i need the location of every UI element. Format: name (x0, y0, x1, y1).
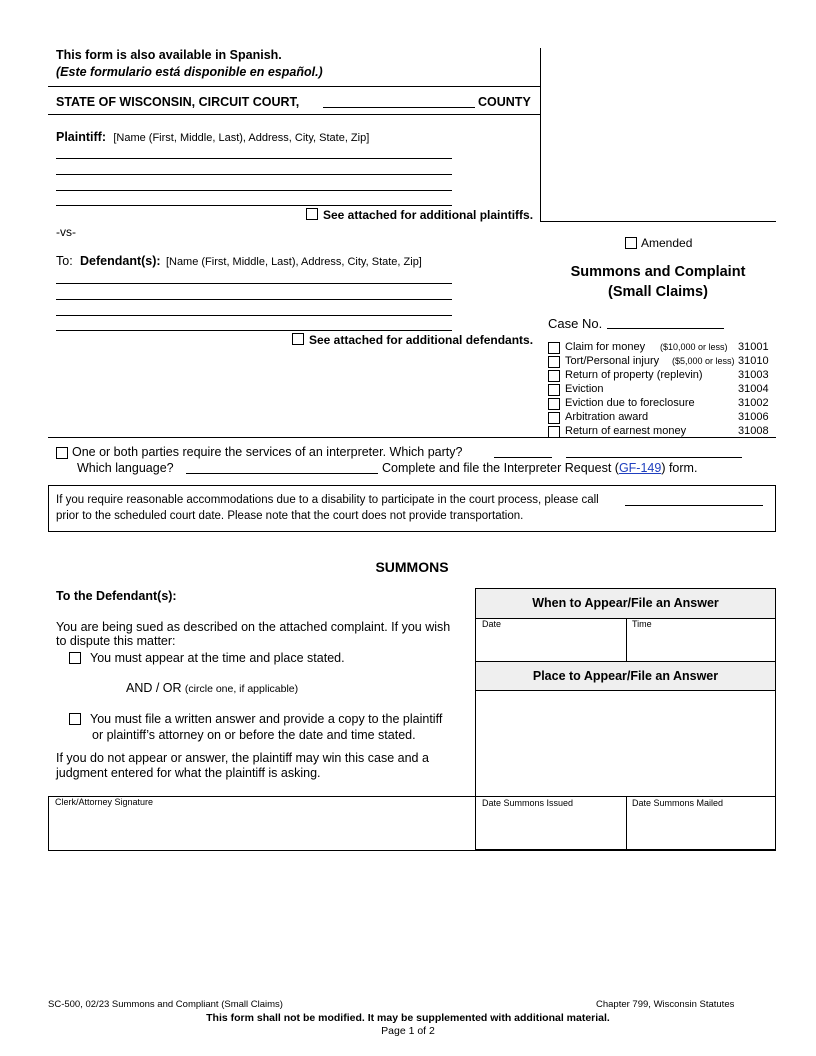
plaintiff-heading (56, 130, 369, 144)
accommodation-phone-line[interactable] (625, 505, 763, 506)
spanish-availability-note-es: (Este formulario está disponible en español.) (56, 65, 323, 79)
spanish-availability-note: This form is also available in Spanish. (56, 48, 282, 62)
claim-type-code: 31010 (738, 355, 769, 367)
claim-type-label: Return of property (replevin) (565, 369, 703, 381)
county-input-line[interactable] (323, 107, 475, 108)
amended-checkbox[interactable] (625, 237, 637, 249)
and-or-label: AND / OR (126, 681, 182, 695)
claim-type-note: ($5,000 or less) (672, 356, 735, 366)
claim-type-label: Tort/Personal injury (565, 355, 660, 367)
claim-type-label: Arbitration award (565, 411, 649, 423)
claim-replevin-checkbox[interactable] (548, 370, 560, 382)
interpreter-instructions (382, 461, 697, 475)
plaintiff-line-2[interactable] (56, 174, 452, 175)
date-issued-field[interactable] (477, 810, 624, 849)
defendant-line-1[interactable] (56, 283, 452, 284)
to-label: To: (56, 254, 73, 268)
claim-type-list (548, 341, 776, 439)
page-number: Page 1 of 2 (381, 1025, 435, 1037)
claim-money-checkbox[interactable] (548, 342, 560, 354)
language-input-line[interactable] (186, 473, 378, 474)
county-label: COUNTY (478, 95, 531, 109)
claim-type-item (548, 397, 776, 411)
claim-type-label: Claim for money (565, 341, 646, 353)
claim-type-label: Eviction due to foreclosure (565, 397, 695, 409)
accommodation-text-line2: prior to the scheduled court date. Please note that the court does not provide transportation. (56, 510, 524, 522)
defendant-line-3[interactable] (56, 315, 452, 316)
and-or-note: (circle one, if applicable) (184, 683, 299, 695)
claim-type-item (548, 383, 776, 397)
plaintiff-line-1[interactable] (56, 158, 452, 159)
claim-type-note: ($10,000 or less) (660, 342, 728, 352)
versus-label: -vs- (56, 225, 76, 239)
additional-defendants-label: See attached for additional defendants. (309, 333, 534, 347)
to-defendants-label: To the Defendant(s): (56, 589, 177, 603)
claim-arbitration-checkbox[interactable] (548, 412, 560, 424)
claim-type-code: 31002 (738, 397, 769, 409)
date-field[interactable] (477, 631, 624, 660)
gf-149-link[interactable]: GF-149 (618, 461, 662, 475)
amended-label: Amended (641, 236, 693, 250)
header-divider-bottom (48, 114, 540, 115)
date-time-divider (626, 618, 627, 661)
form-title-line2: (Small Claims) (608, 284, 708, 300)
case-number-input-line[interactable] (607, 328, 724, 329)
claim-tort-checkbox[interactable] (548, 356, 560, 368)
additional-plaintiffs-checkbox[interactable] (306, 208, 318, 220)
defendant-heading (56, 254, 422, 268)
claim-type-code: 31008 (738, 425, 769, 437)
interpreter-party-line-1[interactable] (494, 457, 552, 458)
claim-type-code: 31006 (738, 411, 769, 423)
court-line: STATE OF WISCONSIN, CIRCUIT COURT, (56, 95, 300, 109)
summons-paragraph-1: You are being sued as described on the attached complaint. If you wish to dispute this matter: (56, 620, 451, 648)
accommodation-box (48, 485, 776, 532)
additional-defendants-checkbox[interactable] (292, 333, 304, 345)
appear-option-checkbox[interactable] (69, 652, 81, 664)
interpreter-instructions-end: ) form. (661, 461, 698, 475)
appear-option-label: You must appear at the time and place stated. (90, 651, 345, 665)
interpreter-instructions-text: Complete and file the Interpreter Request ( (382, 461, 619, 475)
date-mailed-label: Date Summons Mailed (632, 798, 724, 808)
claim-type-item (548, 341, 776, 355)
date-issued-label: Date Summons Issued (482, 798, 574, 808)
claim-type-item (548, 355, 776, 369)
summons-heading: SUMMONS (375, 559, 449, 575)
signature-label: Clerk/Attorney Signature (55, 797, 154, 807)
interpreter-checkbox[interactable] (56, 447, 68, 459)
claim-type-label: Return of earnest money (565, 425, 687, 437)
date-label: Date (482, 619, 502, 629)
modification-notice: This form shall not be modified. It may be supplemented with additional material. (206, 1012, 610, 1024)
and-or-line (126, 681, 298, 695)
place-header: Place to Appear/File an Answer (532, 669, 719, 683)
which-language-label: Which language? (77, 461, 174, 475)
plaintiff-line-4[interactable] (56, 205, 452, 206)
header-divider-top (48, 86, 540, 87)
signature-field[interactable] (50, 810, 474, 849)
answer-option-line2: or plaintiff’s attorney on or before the date and time stated. (92, 728, 416, 742)
defendant-line-4[interactable] (56, 330, 452, 331)
summons-paragraph-2: If you do not appear or answer, the plaintiff may win this case and a judgment entered for what the plaintiff is asking. (56, 751, 429, 780)
interpreter-question: One or both parties require the services of an interpreter. Which party? (72, 445, 463, 459)
form-title-line1: Summons and Complaint (570, 264, 746, 280)
place-field[interactable] (477, 692, 774, 794)
defendant-hint: [Name (First, Middle, Last), Address, City, State, Zip] (165, 256, 422, 268)
defendant-label: Defendant(s): (80, 254, 161, 268)
plaintiff-line-3[interactable] (56, 190, 452, 191)
claim-eviction-checkbox[interactable] (548, 384, 560, 396)
when-header: When to Appear/File an Answer (532, 596, 719, 610)
issued-mailed-divider (626, 796, 627, 851)
time-label: Time (632, 619, 652, 629)
claim-foreclosure-checkbox[interactable] (548, 398, 560, 410)
section-divider (48, 437, 776, 438)
interpreter-party-line-2[interactable] (566, 457, 742, 458)
claim-type-label: Eviction (565, 383, 604, 395)
time-field[interactable] (628, 631, 774, 660)
case-number-label: Case No. (548, 316, 603, 331)
statute-reference: Chapter 799, Wisconsin Statutes (596, 999, 735, 1010)
form-identifier: SC-500, 02/23 Summons and Compliant (Small Claims) (48, 999, 283, 1010)
date-mailed-field[interactable] (628, 810, 774, 849)
plaintiff-label: Plaintiff: (56, 130, 106, 144)
claim-type-code: 31003 (738, 369, 769, 381)
header-vertical-divider (540, 48, 541, 222)
claim-type-code: 31001 (738, 341, 769, 353)
right-box-bottom-line (540, 221, 776, 222)
claim-type-item (548, 411, 776, 425)
answer-option-checkbox[interactable] (69, 713, 81, 725)
additional-plaintiffs-label: See attached for additional plaintiffs. (323, 208, 534, 222)
claim-type-code: 31004 (738, 383, 769, 395)
place-header-divider (475, 690, 776, 691)
claim-type-item (548, 369, 776, 383)
answer-option-line1: You must file a written answer and provide a copy to the plaintiff (90, 712, 443, 726)
accommodation-text-line1: If you require reasonable accommodations due to a disability to participate in the court process, please call (56, 494, 599, 506)
defendant-line-2[interactable] (56, 299, 452, 300)
plaintiff-hint: [Name (First, Middle, Last), Address, City, State, Zip] (113, 132, 370, 144)
